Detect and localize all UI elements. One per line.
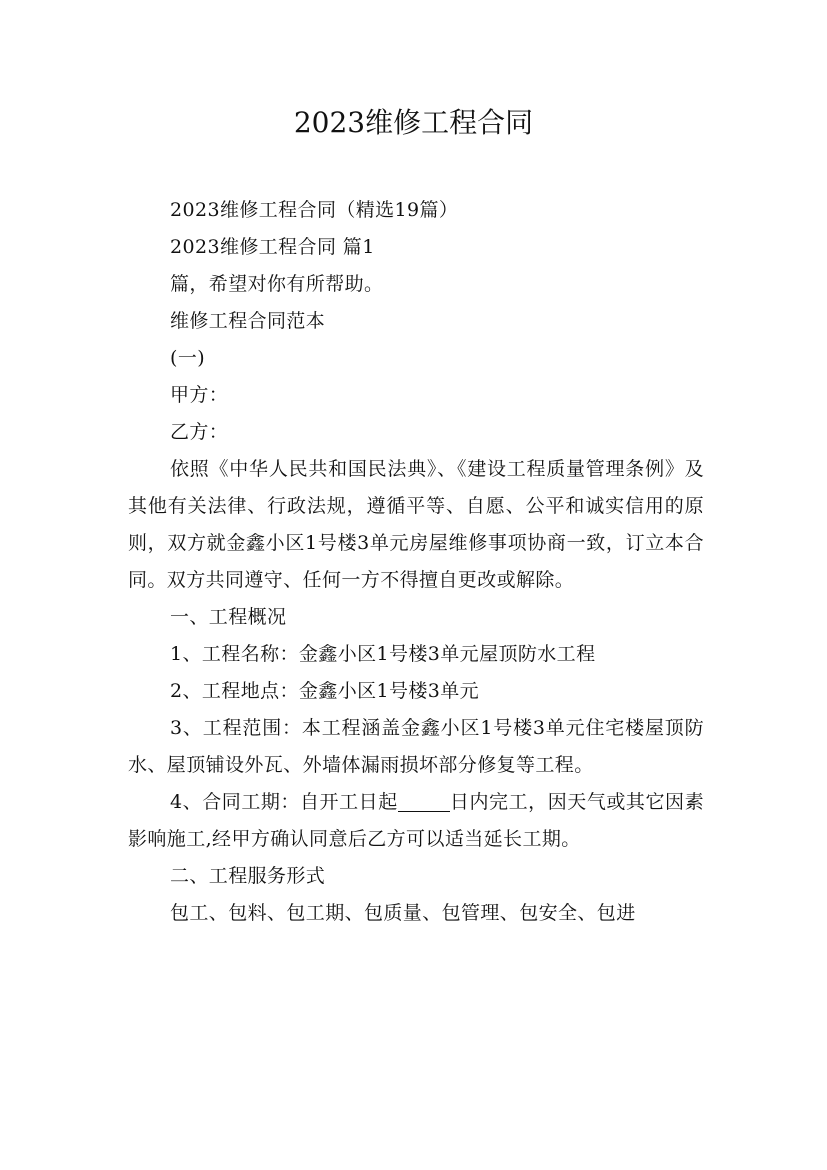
clause-project-scope: 3、工程范围：本工程涵盖金鑫小区1号楼3单元住宅楼屋顶防水、屋顶铺设外瓦、外墙体漏雨损坏部分修复等工程。 <box>128 717 704 776</box>
clause-project-name: 1、工程名称：金鑫小区1号楼3单元屋顶防水工程 <box>170 643 596 665</box>
paragraph-subtitle: 2023维修工程合同（精选19篇） <box>170 199 459 221</box>
clause-service-form: 包工、包料、包工期、包质量、包管理、包安全、包进 <box>170 902 636 924</box>
document-body <box>128 192 704 932</box>
clause-period-part2: 日内完工，因天气或其它因素影响施工,经甲方确认同意后乙方可以适当延长工期。 <box>128 791 704 850</box>
paragraph-preamble: 依照《中华人民共和国民法典》、《建设工程质量管理条例》及其他有关法律、行政法规，遵循平等、自愿、公平和诚实信用的原则，双方就金鑫小区1号楼3单元房屋维修事项协商一致，订立本合同。双方共同遵守、任何一方不得擅自更改或解除。 <box>128 458 704 591</box>
party-a-label: 甲方： <box>170 384 229 406</box>
paragraph-section-heading: 2023维修工程合同 篇1 <box>170 236 375 258</box>
party-b-label: 乙方： <box>170 421 229 443</box>
paragraph-part-number: (一) <box>170 347 206 369</box>
paragraph-intro: 篇，希望对你有所帮助。 <box>170 273 384 295</box>
section-heading-overview: 一、工程概况 <box>170 606 287 628</box>
clause-period-part1: 4、合同工期：自开工日起 <box>170 791 398 813</box>
document-title: 2023维修工程合同 <box>293 106 534 139</box>
clause-project-location: 2、工程地点：金鑫小区1号楼3单元 <box>170 680 480 702</box>
paragraph-template-title: 维修工程合同范本 <box>170 310 326 332</box>
section-heading-service-form: 二、工程服务形式 <box>170 865 326 887</box>
blank-days-field <box>398 789 450 812</box>
clause-contract-period <box>128 784 704 858</box>
